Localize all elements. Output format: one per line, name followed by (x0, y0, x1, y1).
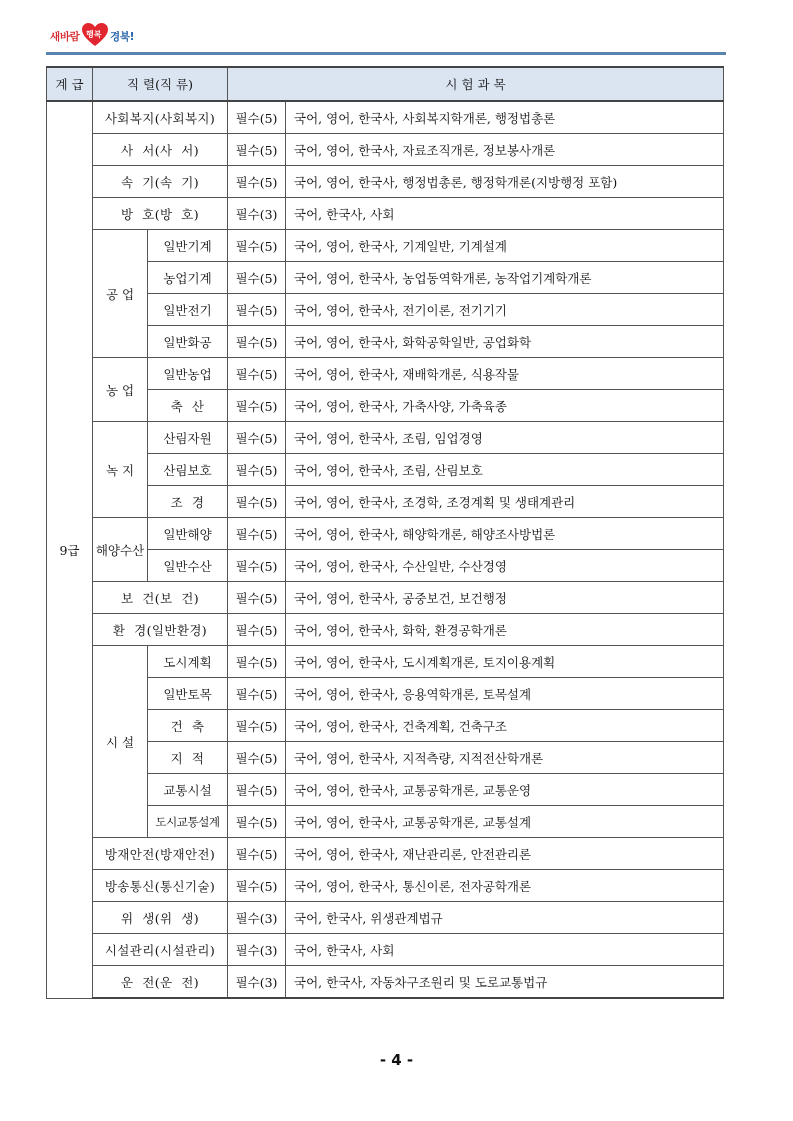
position-cell: 일반농업 (148, 358, 228, 390)
required-count-cell: 필수(5) (228, 710, 286, 742)
required-count-cell: 필수(5) (228, 486, 286, 518)
subjects-cell: 국어, 영어, 한국사, 농업동역학개론, 농작업기계학개론 (286, 262, 724, 294)
group-cell-facilities: 시 설 (93, 646, 148, 838)
table-row (47, 934, 724, 966)
table-row (47, 774, 724, 806)
position-cell: 교통시설 (148, 774, 228, 806)
header-subjects: 시 험 과 목 (228, 67, 724, 101)
table-row (47, 326, 724, 358)
table-row (47, 230, 724, 262)
table-row (47, 550, 724, 582)
required-count-cell: 필수(5) (228, 422, 286, 454)
required-count-cell: 필수(5) (228, 614, 286, 646)
table-row (47, 582, 724, 614)
header-position: 직 렬(직 류) (93, 67, 228, 101)
required-count-cell: 필수(3) (228, 902, 286, 934)
position-cell: 일반토목 (148, 678, 228, 710)
table-row (47, 710, 724, 742)
table-row (47, 134, 724, 166)
position-cell: 도시계획 (148, 646, 228, 678)
required-count-cell: 필수(5) (228, 134, 286, 166)
logo (46, 22, 156, 50)
subjects-cell: 국어, 영어, 한국사, 화학공학일반, 공업화학 (286, 326, 724, 358)
subjects-cell: 국어, 영어, 한국사, 조경학, 조경계획 및 생태계관리 (286, 486, 724, 518)
required-count-cell: 필수(5) (228, 806, 286, 838)
table-header-row (47, 67, 724, 101)
required-count-cell: 필수(3) (228, 966, 286, 999)
position-cell: 도시교통설계 (148, 806, 228, 838)
subjects-cell: 국어, 영어, 한국사, 재난관리론, 안전관리론 (286, 838, 724, 870)
table-row (47, 646, 724, 678)
subjects-cell: 국어, 영어, 한국사, 교통공학개론, 교통운영 (286, 774, 724, 806)
table-row (47, 454, 724, 486)
required-count-cell: 필수(5) (228, 646, 286, 678)
position-cell: 환 경(일반환경) (93, 614, 228, 646)
required-count-cell: 필수(5) (228, 742, 286, 774)
required-count-cell: 필수(5) (228, 390, 286, 422)
required-count-cell: 필수(5) (228, 774, 286, 806)
position-cell: 지 적 (148, 742, 228, 774)
table-row (47, 614, 724, 646)
subjects-cell: 국어, 영어, 한국사, 지적측량, 지적전산학개론 (286, 742, 724, 774)
table-row (47, 678, 724, 710)
position-cell: 위 생(위 생) (93, 902, 228, 934)
table-row (47, 902, 724, 934)
required-count-cell: 필수(5) (228, 678, 286, 710)
position-cell: 사회복지(사회복지) (93, 101, 228, 134)
group-cell-industry: 공 업 (93, 230, 148, 358)
required-count-cell: 필수(5) (228, 838, 286, 870)
table-row (47, 358, 724, 390)
position-cell: 방재안전(방재안전) (93, 838, 228, 870)
subjects-cell: 국어, 한국사, 위생관계법규 (286, 902, 724, 934)
subjects-cell: 국어, 영어, 한국사, 조림, 산림보호 (286, 454, 724, 486)
position-cell: 산림보호 (148, 454, 228, 486)
position-cell: 방송통신(통신기술) (93, 870, 228, 902)
required-count-cell: 필수(5) (228, 870, 286, 902)
required-count-cell: 필수(5) (228, 358, 286, 390)
subjects-cell: 국어, 한국사, 자동차구조원리 및 도로교통법규 (286, 966, 724, 999)
position-cell: 속 기(속 기) (93, 166, 228, 198)
required-count-cell: 필수(5) (228, 582, 286, 614)
subjects-cell: 국어, 영어, 한국사, 가축사양, 가축육종 (286, 390, 724, 422)
required-count-cell: 필수(3) (228, 198, 286, 230)
required-count-cell: 필수(5) (228, 230, 286, 262)
position-cell: 시설관리(시설관리) (93, 934, 228, 966)
position-cell: 건 축 (148, 710, 228, 742)
table-row (47, 198, 724, 230)
position-cell: 일반화공 (148, 326, 228, 358)
exam-subject-table (46, 66, 724, 999)
subjects-cell: 국어, 영어, 한국사, 도시계획개론, 토지이용계획 (286, 646, 724, 678)
subjects-cell: 국어, 한국사, 사회 (286, 934, 724, 966)
table-row (47, 422, 724, 454)
position-cell: 운 전(운 전) (93, 966, 228, 999)
page-number: - 4 - (379, 1051, 414, 1069)
position-cell: 일반전기 (148, 294, 228, 326)
table-row (47, 101, 724, 134)
subjects-cell: 국어, 영어, 한국사, 전기이론, 전기기기 (286, 294, 724, 326)
subjects-cell: 국어, 영어, 한국사, 사회복지학개론, 행정법총론 (286, 101, 724, 134)
table-row (47, 838, 724, 870)
position-cell: 방 호(방 호) (93, 198, 228, 230)
subjects-cell: 국어, 영어, 한국사, 공중보건, 보건행정 (286, 582, 724, 614)
required-count-cell: 필수(5) (228, 326, 286, 358)
subjects-cell: 국어, 영어, 한국사, 기계일반, 기계설계 (286, 230, 724, 262)
position-cell: 축 산 (148, 390, 228, 422)
subjects-cell: 국어, 영어, 한국사, 화학, 환경공학개론 (286, 614, 724, 646)
table-row (47, 806, 724, 838)
required-count-cell: 필수(5) (228, 101, 286, 134)
required-count-cell: 필수(5) (228, 518, 286, 550)
group-cell-marine: 해양수산 (93, 518, 148, 582)
logo-text-right-wrap (110, 29, 134, 44)
position-cell: 보 건(보 건) (93, 582, 228, 614)
subjects-cell: 국어, 한국사, 사회 (286, 198, 724, 230)
position-cell: 일반수산 (148, 550, 228, 582)
logo-text-right: 경북! (110, 31, 135, 43)
table-row (47, 966, 724, 999)
table-row (47, 870, 724, 902)
logo-heart-text: 행복 (86, 30, 102, 39)
required-count-cell: 필수(5) (228, 550, 286, 582)
table-row (47, 742, 724, 774)
subjects-cell: 국어, 영어, 한국사, 재배학개론, 식용작물 (286, 358, 724, 390)
table-row (47, 486, 724, 518)
subjects-cell: 국어, 영어, 한국사, 응용역학개론, 토목설계 (286, 678, 724, 710)
header-divider (46, 52, 726, 55)
subjects-cell: 국어, 영어, 한국사, 통신이론, 전자공학개론 (286, 870, 724, 902)
subjects-cell: 국어, 영어, 한국사, 해양학개론, 해양조사방법론 (286, 518, 724, 550)
position-cell: 산림자원 (148, 422, 228, 454)
group-cell-agriculture: 농 업 (93, 358, 148, 422)
subjects-cell: 국어, 영어, 한국사, 조림, 임업경영 (286, 422, 724, 454)
required-count-cell: 필수(5) (228, 262, 286, 294)
required-count-cell: 필수(5) (228, 454, 286, 486)
required-count-cell: 필수(5) (228, 166, 286, 198)
header-grade: 계 급 (47, 67, 93, 101)
table-row (47, 518, 724, 550)
table-row (47, 262, 724, 294)
logo-text (50, 29, 80, 44)
required-count-cell: 필수(5) (228, 294, 286, 326)
group-cell-greenery: 녹 지 (93, 422, 148, 518)
logo-text-left: 새바람 (50, 31, 80, 43)
table-row (47, 390, 724, 422)
subjects-cell: 국어, 영어, 한국사, 건축계획, 건축구조 (286, 710, 724, 742)
table-row (47, 294, 724, 326)
position-cell: 조 경 (148, 486, 228, 518)
table-row (47, 166, 724, 198)
grade-cell: 9급 (47, 101, 93, 998)
required-count-cell: 필수(3) (228, 934, 286, 966)
subjects-cell: 국어, 영어, 한국사, 행정법총론, 행정학개론(지방행정 포함) (286, 166, 724, 198)
subjects-cell: 국어, 영어, 한국사, 자료조직개론, 정보봉사개론 (286, 134, 724, 166)
subjects-cell: 국어, 영어, 한국사, 교통공학개론, 교통설계 (286, 806, 724, 838)
subjects-cell: 국어, 영어, 한국사, 수산일반, 수산경영 (286, 550, 724, 582)
position-cell: 사 서(사 서) (93, 134, 228, 166)
position-cell: 일반기계 (148, 230, 228, 262)
position-cell: 일반해양 (148, 518, 228, 550)
position-cell: 농업기계 (148, 262, 228, 294)
